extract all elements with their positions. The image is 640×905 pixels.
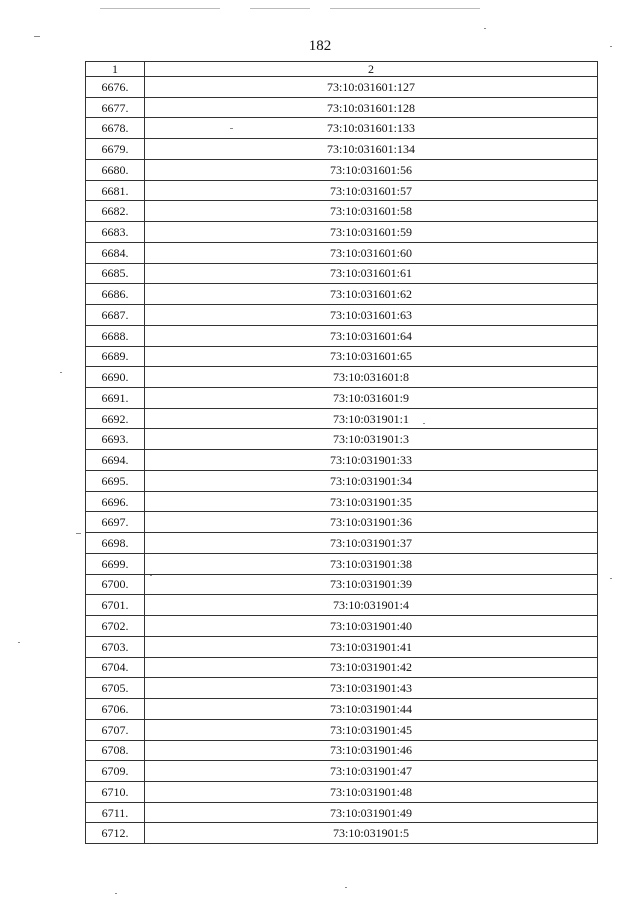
table-row (86, 761, 598, 782)
row-number-cell: 6684. (86, 242, 145, 263)
scan-speck (115, 893, 117, 894)
row-number-cell: 6699. (86, 553, 145, 574)
cadastral-number-cell: 73:10:031901:47 (145, 761, 598, 782)
scan-speck (345, 887, 347, 888)
table-row (86, 346, 598, 367)
table-row (86, 305, 598, 326)
cadastral-number-cell: 73:10:031601:64 (145, 325, 598, 346)
cadastral-number-cell: 73:10:031601:134 (145, 139, 598, 160)
row-number-cell: 6689. (86, 346, 145, 367)
table-row (86, 678, 598, 699)
cadastral-number-cell: 73:10:031901:46 (145, 740, 598, 761)
row-number-cell: 6701. (86, 595, 145, 616)
row-number-cell: 6677. (86, 97, 145, 118)
cadastral-number-cell: 73:10:031601:133 (145, 118, 598, 139)
row-number-cell: 6696. (86, 491, 145, 512)
column-header-1: 1 (86, 62, 145, 77)
cadastral-number-cell: 73:10:031901:4 (145, 595, 598, 616)
table-row (86, 781, 598, 802)
row-number-cell: 6710. (86, 781, 145, 802)
table-row (86, 636, 598, 657)
table-row (86, 180, 598, 201)
table-row (86, 242, 598, 263)
cadastral-number-cell: 73:10:031601:9 (145, 388, 598, 409)
table-header (86, 62, 598, 77)
scan-artifact-line (250, 8, 310, 9)
table-row (86, 97, 598, 118)
cadastral-number-cell: 73:10:031901:41 (145, 636, 598, 657)
row-number-cell: 6692. (86, 408, 145, 429)
cadastral-number-cell: 73:10:031901:36 (145, 512, 598, 533)
table-row (86, 719, 598, 740)
row-number-cell: 6682. (86, 201, 145, 222)
row-number-cell: 6693. (86, 429, 145, 450)
row-number-cell: 6703. (86, 636, 145, 657)
cadastral-number-cell: 73:10:031601:60 (145, 242, 598, 263)
row-number-cell: 6707. (86, 719, 145, 740)
cadastral-number-cell: 73:10:031901:42 (145, 657, 598, 678)
row-number-cell: 6687. (86, 305, 145, 326)
table-row (86, 284, 598, 305)
scan-speck (60, 372, 62, 373)
table-row (86, 450, 598, 471)
table-row (86, 201, 598, 222)
table-row (86, 408, 598, 429)
table-row (86, 491, 598, 512)
scan-artifact-line (100, 8, 220, 9)
table-row (86, 740, 598, 761)
cadastral-number-cell: 73:10:031601:56 (145, 159, 598, 180)
table-row (86, 222, 598, 243)
cadastral-number-cell: 73:10:031601:61 (145, 263, 598, 284)
cadastral-number-cell: 73:10:031601:63 (145, 305, 598, 326)
cadastral-number-cell: 73:10:031901:39 (145, 574, 598, 595)
row-number-cell: 6683. (86, 222, 145, 243)
cadastral-number-cell: 73:10:031601:58 (145, 201, 598, 222)
row-number-cell: 6691. (86, 388, 145, 409)
cadastral-number-cell: 73:10:031601:128 (145, 97, 598, 118)
header-row (86, 62, 598, 77)
table-body (86, 77, 598, 844)
cadastral-number-cell: 73:10:031901:3 (145, 429, 598, 450)
row-number-cell: 6712. (86, 823, 145, 844)
cadastral-number-cell: 73:10:031901:43 (145, 678, 598, 699)
row-number-cell: 6678. (86, 118, 145, 139)
cadastral-number-cell: 73:10:031901:45 (145, 719, 598, 740)
row-number-cell: 6708. (86, 740, 145, 761)
table-row (86, 77, 598, 98)
cadastral-number-cell: 73:10:031901:38 (145, 553, 598, 574)
cadastral-number-cell: 73:10:031901:34 (145, 470, 598, 491)
page-number: 182 (308, 38, 332, 54)
table-row (86, 595, 598, 616)
cadastral-number-cell: 73:10:031601:127 (145, 77, 598, 98)
row-number-cell: 6688. (86, 325, 145, 346)
scan-speck (18, 642, 20, 643)
row-number-cell: 6704. (86, 657, 145, 678)
table-row (86, 429, 598, 450)
cadastral-number-cell: 73:10:031601:62 (145, 284, 598, 305)
table-row (86, 139, 598, 160)
row-number-cell: 6680. (86, 159, 145, 180)
row-number-cell: 6690. (86, 367, 145, 388)
row-number-cell: 6709. (86, 761, 145, 782)
cadastral-number-cell: 73:10:031901:40 (145, 616, 598, 637)
row-number-cell: 6697. (86, 512, 145, 533)
cadastral-number-cell: 73:10:031601:57 (145, 180, 598, 201)
cadastral-number-cell: 73:10:031901:5 (145, 823, 598, 844)
table-row (86, 263, 598, 284)
table-row (86, 159, 598, 180)
table-row (86, 388, 598, 409)
table-row (86, 118, 598, 139)
table-row (86, 802, 598, 823)
cadastral-number-cell: 73:10:031901:1 (145, 408, 598, 429)
cadastral-number-cell: 73:10:031901:35 (145, 491, 598, 512)
table-row (86, 325, 598, 346)
row-number-cell: 6705. (86, 678, 145, 699)
cadastral-number-cell: 73:10:031901:49 (145, 802, 598, 823)
scan-speck (76, 533, 81, 534)
row-number-cell: 6676. (86, 77, 145, 98)
row-number-cell: 6702. (86, 616, 145, 637)
row-number-cell: 6686. (86, 284, 145, 305)
table-row (86, 553, 598, 574)
row-number-cell: 6711. (86, 802, 145, 823)
row-number-cell: 6681. (86, 180, 145, 201)
table-row (86, 616, 598, 637)
table-row (86, 574, 598, 595)
row-number-cell: 6685. (86, 263, 145, 284)
row-number-cell: 6706. (86, 699, 145, 720)
scan-speck (484, 28, 486, 29)
row-number-cell: 6695. (86, 470, 145, 491)
row-number-cell: 6698. (86, 533, 145, 554)
table-row (86, 367, 598, 388)
cadastral-number-cell: 73:10:031901:33 (145, 450, 598, 471)
row-number-cell: 6700. (86, 574, 145, 595)
cadastral-number-cell: 73:10:031601:8 (145, 367, 598, 388)
cadastral-number-cell: 73:10:031901:48 (145, 781, 598, 802)
cadastral-number-cell: 73:10:031601:59 (145, 222, 598, 243)
table-row (86, 470, 598, 491)
cadastral-number-cell: 73:10:031901:37 (145, 533, 598, 554)
table-row (86, 823, 598, 844)
row-number-cell: 6679. (86, 139, 145, 160)
registry-table (85, 61, 598, 844)
table-row (86, 512, 598, 533)
table-row (86, 657, 598, 678)
column-header-2: 2 (145, 62, 598, 77)
table-row (86, 533, 598, 554)
row-number-cell: 6694. (86, 450, 145, 471)
scan-speck (610, 578, 612, 579)
scan-artifact-line (330, 8, 480, 9)
cadastral-number-cell: 73:10:031901:44 (145, 699, 598, 720)
table-row (86, 699, 598, 720)
cadastral-number-cell: 73:10:031601:65 (145, 346, 598, 367)
